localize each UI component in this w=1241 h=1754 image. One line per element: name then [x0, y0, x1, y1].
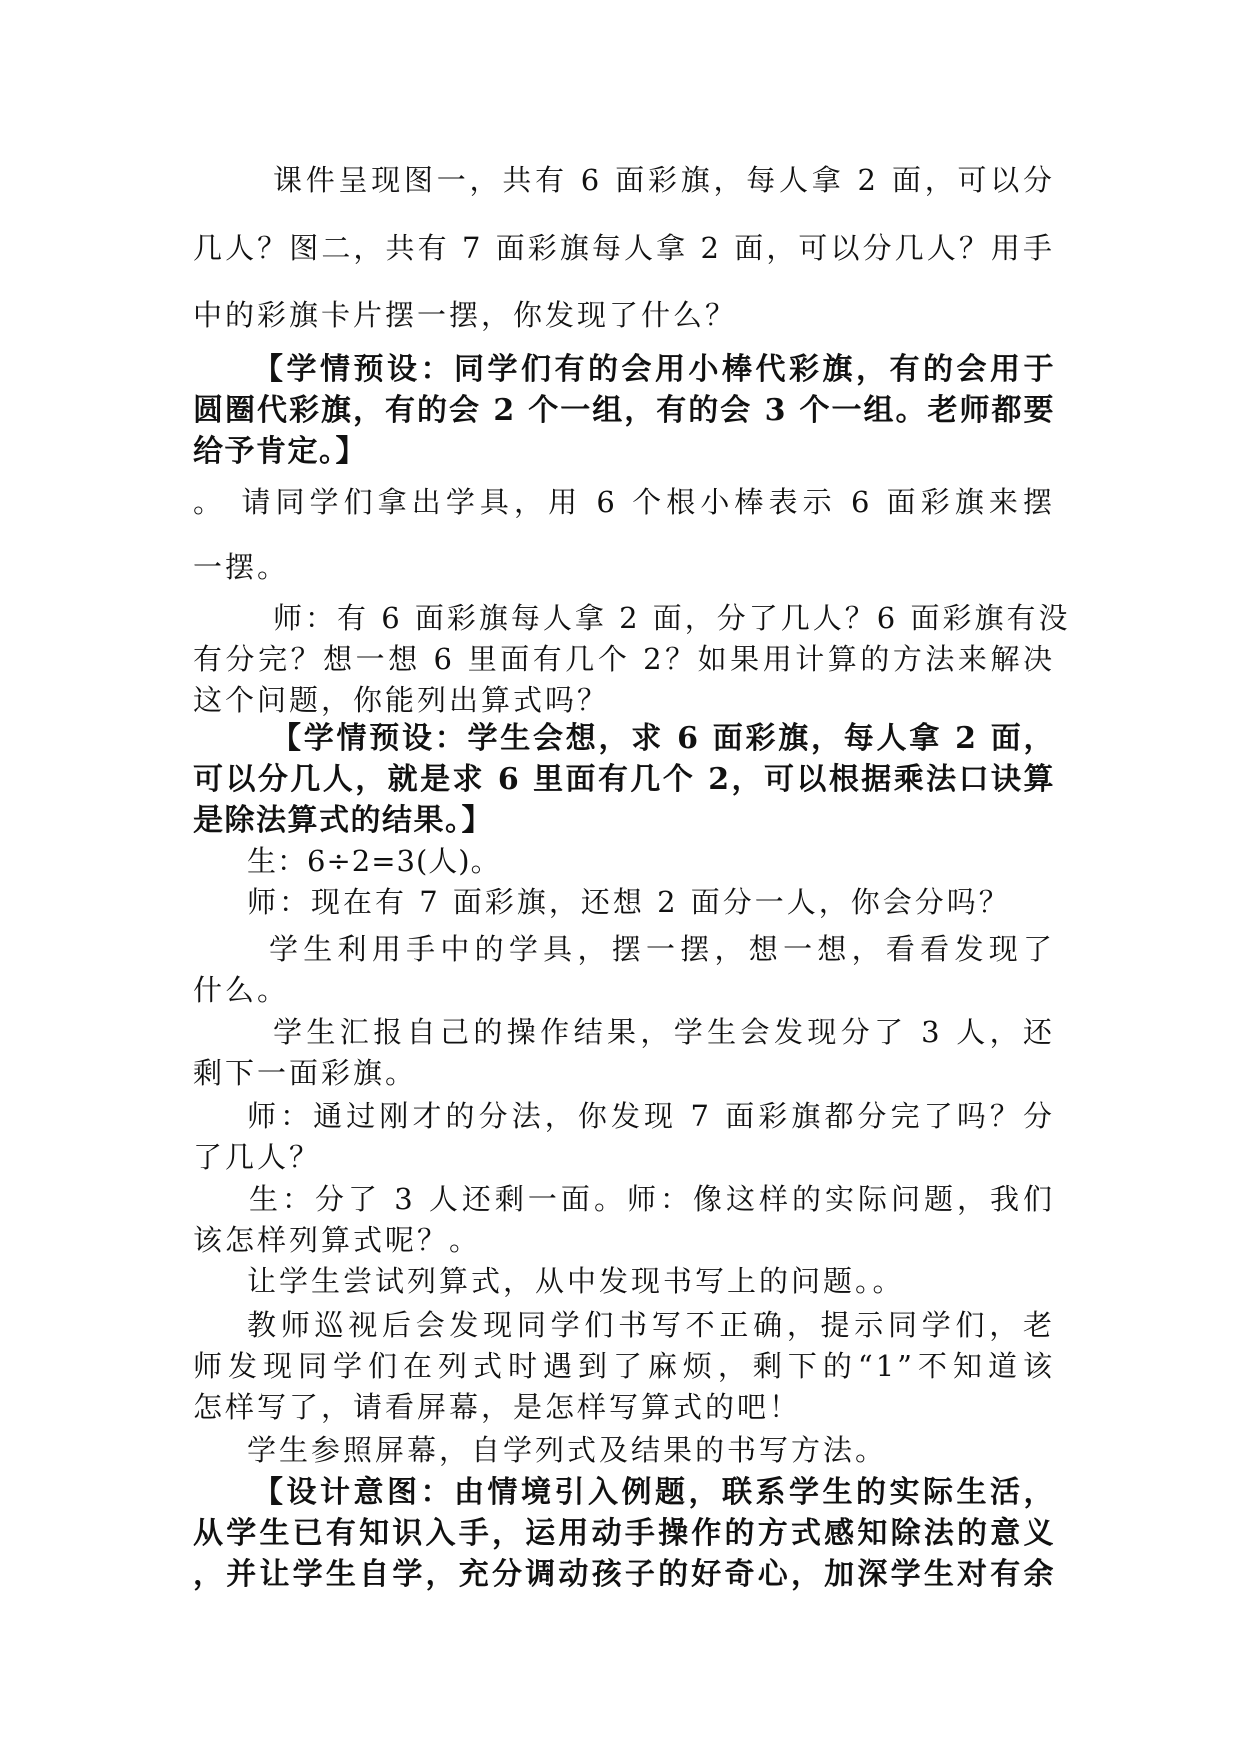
text-line: 了几人？	[193, 1140, 322, 1174]
text-line: 课件呈现图一，共有 6 面彩旗，每人拿 2 面，可以分	[273, 163, 1055, 197]
bold-text-line: 【学情预设：学生会想，求 6 面彩旗，每人拿 2 面，	[271, 721, 1055, 756]
text-line: 师：现在有 7 面彩旗，还想 2 面分一人，你会分吗？	[247, 885, 1011, 919]
bold-text-line: 圆圈代彩旗，有的会 2 个一组，有的会 3 个一组。老师都要	[193, 393, 1055, 428]
text-line: 剩下一面彩旗。	[193, 1056, 418, 1090]
text-line: 生：6÷2=3(人)。	[247, 844, 501, 878]
text-line: 教师巡视后会发现同学们书写不正确，提示同学们，老	[247, 1308, 1055, 1342]
text-line: 有分完？想一想 6 里面有几个 2？如果用计算的方法来解决	[193, 642, 1055, 676]
text-line: 生：分了 3 人还剩一面。师：像这样的实际问题，我们	[249, 1182, 1055, 1216]
bold-text-line: 从学生已有知识入手，运用动手操作的方式感知除法的意义	[193, 1516, 1055, 1551]
text-line: 怎样写了，请看屏幕，是怎样写算式的吧！	[193, 1390, 802, 1424]
text-line: 该怎样列算式呢？。	[193, 1223, 482, 1257]
text-line: 学生参照屏幕，自学列式及结果的书写方法。	[247, 1433, 888, 1467]
text-line: 让学生尝试列算式，从中发现书写上的问题。。	[247, 1264, 905, 1298]
text-line: 师：有 6 面彩旗每人拿 2 面，分了几人？6 面彩旗有没	[273, 601, 1071, 635]
bold-text-line: 给予肯定。】	[193, 434, 367, 469]
text-line: 学生汇报自己的操作结果，学生会发现分了 3 人，还	[273, 1015, 1055, 1049]
text-line: 中的彩旗卡片摆一摆，你发现了什么？	[193, 298, 738, 332]
text-line: 师发现同学们在列式时遇到了麻烦，剩下的“1”不知道该	[193, 1349, 1055, 1383]
text-line: 学生利用手中的学具，摆一摆，想一想，看看发现了	[269, 932, 1055, 966]
text-line: 几人？图二，共有 7 面彩旗每人拿 2 面，可以分几人？用手	[193, 231, 1055, 265]
bold-text-line: 【学情预设：同学们有的会用小棒代彩旗，有的会用于	[253, 352, 1055, 387]
text-line: 一摆。	[193, 550, 290, 584]
text-line: 师：通过刚才的分法，你发现 7 面彩旗都分完了吗？分	[247, 1099, 1055, 1133]
text-line: 。 请同学们拿出学具，用 6 个根小棒表示 6 面彩旗来摆	[193, 485, 1055, 519]
text-line: 什么。	[193, 973, 290, 1007]
bold-text-line: ，并让学生自学，充分调动孩子的好奇心，加深学生对有余	[193, 1557, 1055, 1592]
bold-text-line: 【设计意图：由情境引入例题，联系学生的实际生活，	[253, 1475, 1055, 1510]
bold-text-line: 是除法算式的结果。】	[193, 803, 493, 838]
bold-text-line: 可以分几人，就是求 6 里面有几个 2，可以根据乘法口诀算	[193, 762, 1055, 797]
text-line: 这个问题，你能列出算式吗？	[193, 683, 610, 717]
